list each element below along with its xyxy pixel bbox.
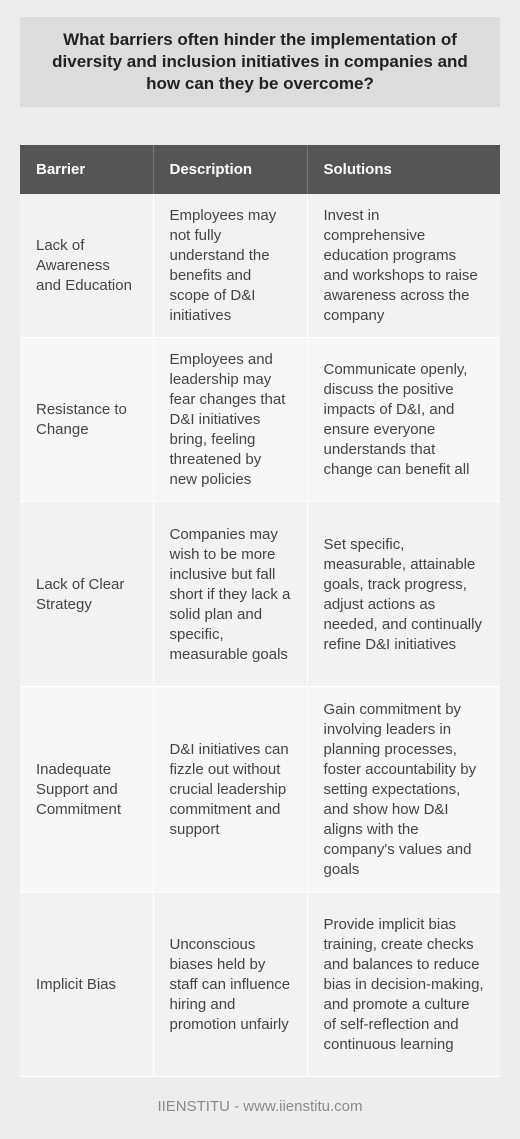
description-cell: Unconscious biases held by staff can influence hiring and promotion unfairly: [153, 892, 307, 1076]
table-row: [20, 892, 500, 1076]
description-cell: D&I initiatives can fizzle out without crucial leadership commitment and support: [153, 686, 307, 892]
table-row: [20, 194, 500, 337]
barrier-cell: Lack of Awareness and Education: [20, 194, 153, 337]
description-cell: Employees may not fully understand the benefits and scope of D&I initiatives: [153, 194, 307, 337]
table-header-row: [20, 145, 500, 194]
description-cell: Companies may wish to be more inclusive but fall short if they lack a solid plan and specific, measurable goals: [153, 501, 307, 686]
solutions-cell: Communicate openly, discuss the positive impacts of D&I, and ensure everyone understands that change can benefit all: [307, 337, 500, 501]
header-description: Description: [153, 145, 307, 194]
page-title: What barriers often hinder the implementation of diversity and inclusion initiatives in companies and how can they be overcome?: [52, 30, 468, 93]
table-row: [20, 686, 500, 892]
barrier-cell: Inadequate Support and Commitment: [20, 686, 153, 892]
barriers-table: [20, 145, 500, 1077]
table-row: [20, 337, 500, 501]
header-solutions: Solutions: [307, 145, 500, 194]
description-cell: Employees and leadership may fear changes that D&I initiatives bring, feeling threatened by new policies: [153, 337, 307, 501]
barrier-cell: Implicit Bias: [20, 892, 153, 1076]
header-barrier: Barrier: [20, 145, 153, 194]
barrier-cell: Resistance to Change: [20, 337, 153, 501]
solutions-cell: Set specific, measurable, attainable goals, track progress, adjust actions as needed, and continually refine D&I initiatives: [307, 501, 500, 686]
solutions-cell: Gain commitment by involving leaders in planning processes, foster accountability by setting expectations, and show how D&I aligns with the company's values and goals: [307, 686, 500, 892]
title-banner: [20, 17, 500, 107]
footer-credit: IIENSTITU - www.iienstitu.com: [157, 1098, 363, 1115]
solutions-cell: Invest in comprehensive education programs and workshops to raise awareness across the company: [307, 194, 500, 337]
solutions-cell: Provide implicit bias training, create checks and balances to reduce bias in decision-making, and promote a culture of self-reflection and continuous learning: [307, 892, 500, 1076]
barrier-cell: Lack of Clear Strategy: [20, 501, 153, 686]
table-row: [20, 501, 500, 686]
